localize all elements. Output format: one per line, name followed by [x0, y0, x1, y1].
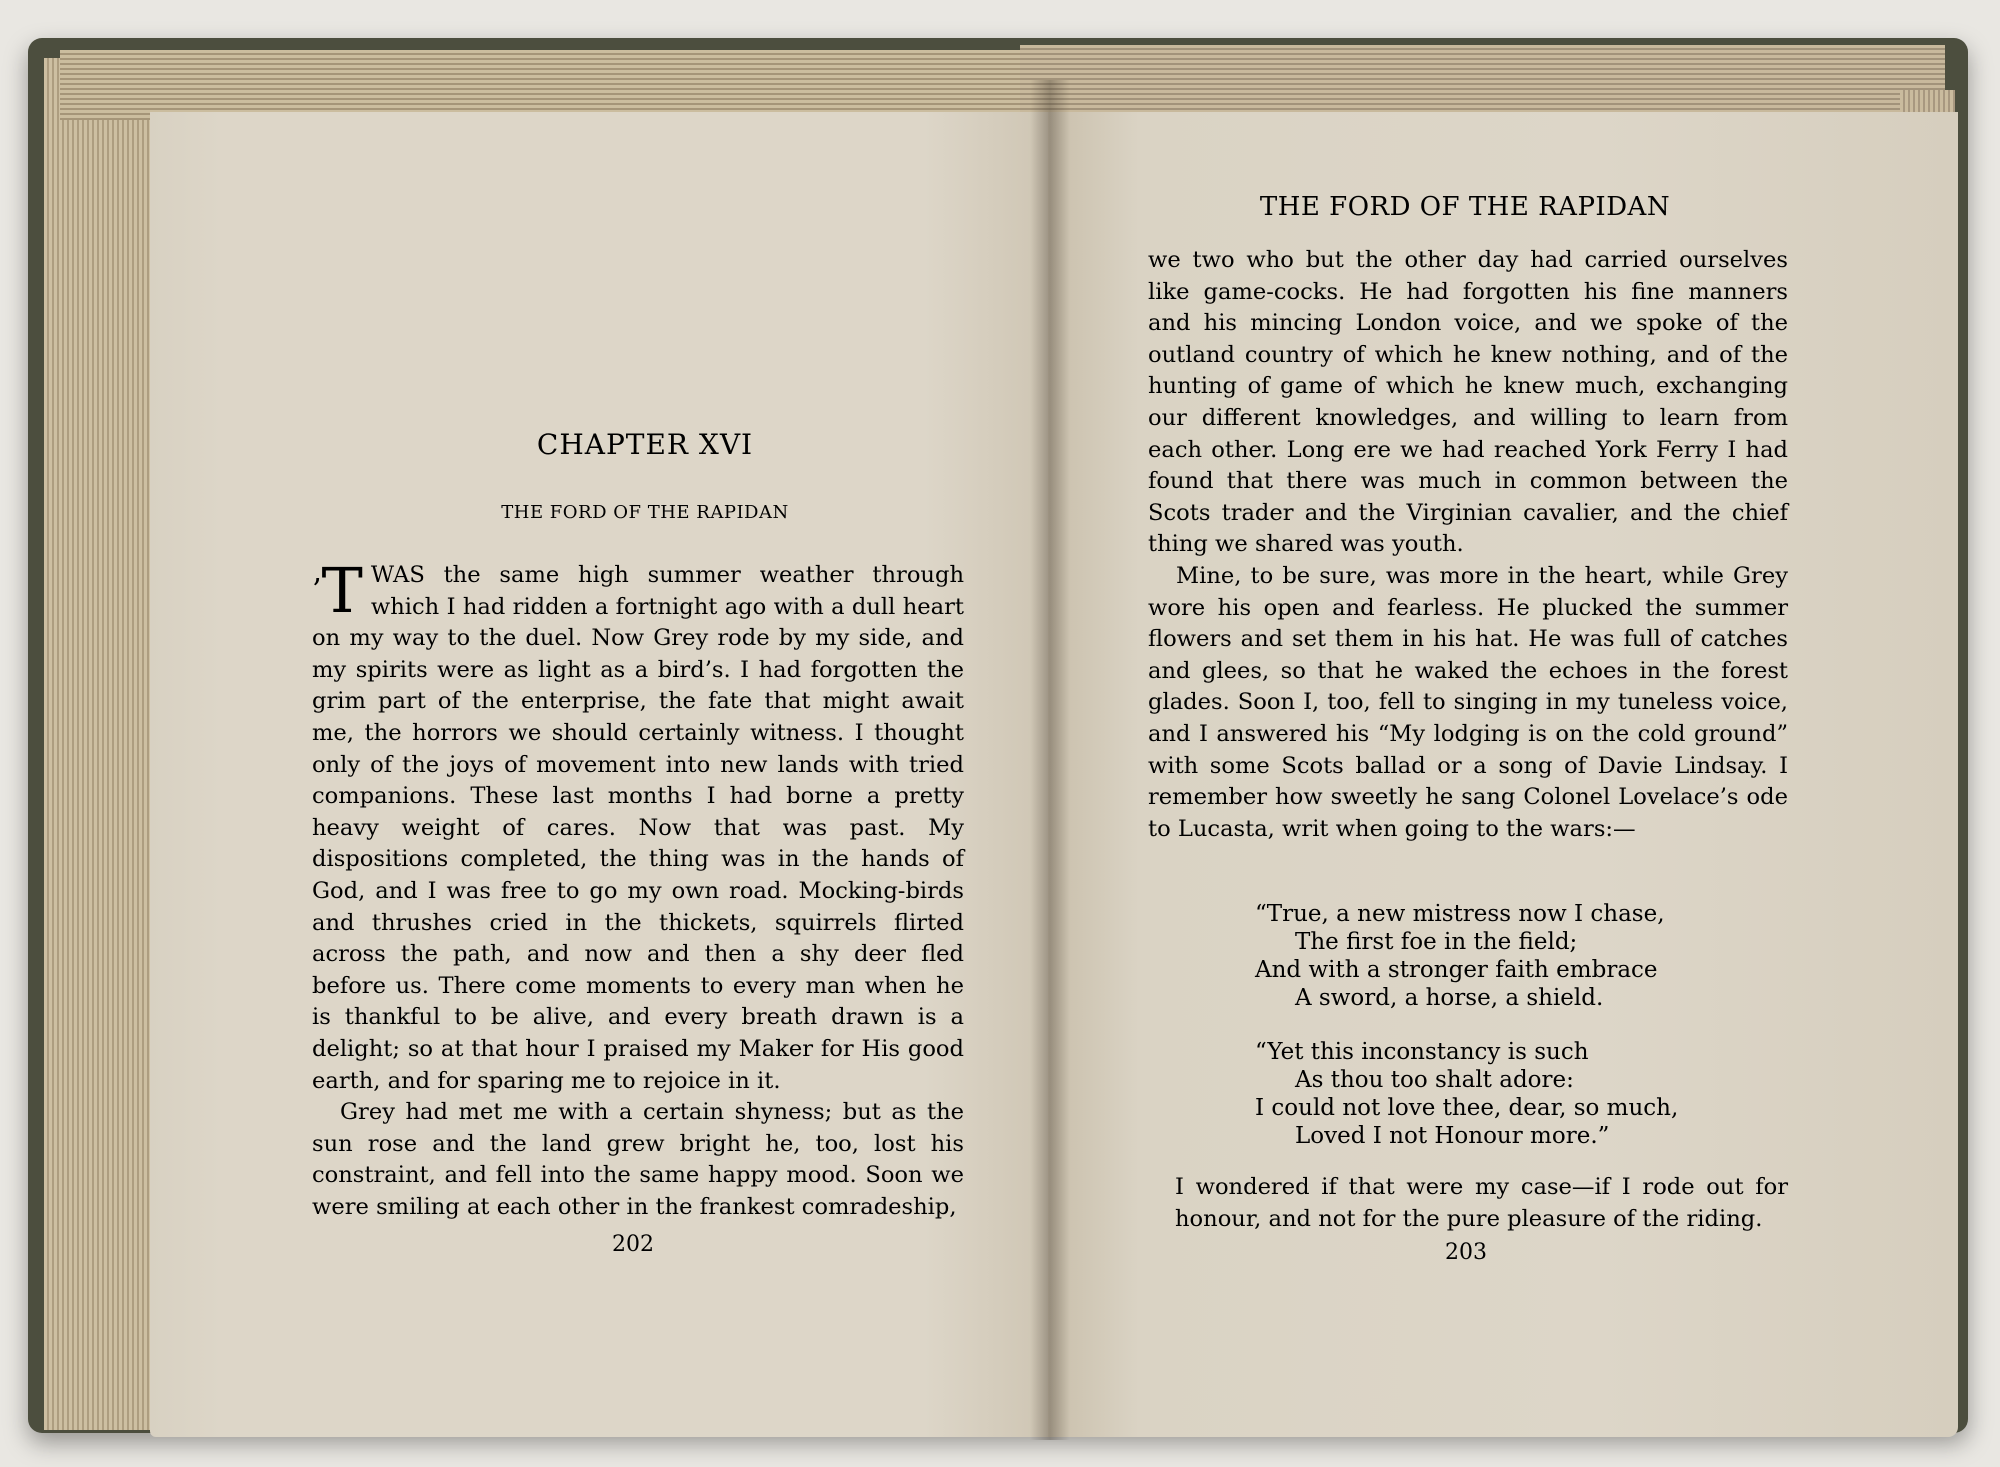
right-paragraph-3: I wondered if that were my case—if I rode out for honour, and not for the pure pleasure of the riding. [1175, 1174, 1788, 1232]
poem-line: I could not love thee, dear, so much, [1255, 1095, 1679, 1121]
drop-cap: ’T [312, 554, 363, 627]
page-number-left: 202 [612, 1232, 654, 1257]
chapter-subtitle: THE FORD OF THE RAPIDAN [501, 502, 789, 523]
poem-stanza-2 [1255, 1038, 1735, 1150]
poem-line: As thou too shalt adore: [1295, 1067, 1574, 1093]
poem-line: A sword, a horse, a shield. [1295, 985, 1604, 1011]
running-head: THE FORD OF THE RAPIDAN [1259, 192, 1671, 222]
poem-line: “Yet this inconstancy is such [1255, 1039, 1589, 1065]
left-paragraph-1-text: WAS the same high summer weather through which I had ridden a fortnight ago with a dull heart on my way to the duel. Now Grey rode by my side, and my spirits were as light as a bird’s. I had forgotten the grim part of the enterprise, the fate that might await me, the horrors we should certainly witness. I thought only of the joys of movement into new lands with tried companions. These last months I had borne a pretty heavy weight of cares. Now that was past. My dispositions completed, the thing was in the hands of God, and I was free to go my own road. Mocking-birds and thrushes cried in the thickets, squirrels flirted across the path, and now and then a shy deer fled before us. There come moments to every man when he is thankful to be alive, and every breath drawn is a delight; so at that hour I praised my Maker for His good earth, and for sparing me to rejoice in it. [312, 562, 964, 1094]
chapter-title: CHAPTER XVI [536, 428, 754, 461]
right-paragraph-2: Mine, to be sure, was more in the heart, while Grey wore his open and fearless. He plucked the summer flowers and set them in his hat. He was full of catches and glees, so that he waked the echoes in the forest glades. Soon I, too, fell to singing in my tuneless voice, and I answered his “My lodging is on the cold ground” with some Scots ballad or a song of Davie Lindsay. I remember how sweetly he sang Colonel Lovelace’s ode to Lucasta, writ when going to the wars:— [1148, 562, 1788, 842]
book-gutter [1030, 80, 1070, 1440]
poem-stanza-1 [1255, 900, 1735, 1012]
poem-line: The first foe in the field; [1295, 929, 1578, 955]
left-paragraph-2: Grey had met me with a certain shyness; but as the sun rose and the land grew bright he, too, lost his constraint, and fell into the same happy mood. Soon we were smiling at each other in the frankest comradeship, [312, 1099, 964, 1220]
left-page-body [312, 554, 964, 1223]
page-edges-left [44, 58, 164, 1430]
poem-line: “True, a new mistress now I chase, [1255, 901, 1665, 927]
page-number-right: 203 [1445, 1240, 1487, 1265]
page-edges-top-right [1020, 45, 1945, 120]
poem-line: And with a stronger faith embrace [1255, 957, 1658, 983]
left-paragraph-1 [312, 554, 964, 1097]
right-page-body [1148, 245, 1788, 845]
poem-line: Loved I not Honour more.” [1295, 1123, 1610, 1149]
right-paragraph-1: we two who but the other day had carried ourselves like game-cocks. He had forgotten his fine manners and his mincing London voice, and we spoke of the outland country of which he knew nothing, and of the hunting of game of which he knew much, exchanging our different knowledges, and willing to learn from each other. Long ere we had reached York Ferry I had found that there was much in common between the Scots trader and the Virginian cavalier, and the chief thing we shared was youth. [1148, 247, 1788, 558]
page-edges-top-left [60, 50, 1030, 120]
